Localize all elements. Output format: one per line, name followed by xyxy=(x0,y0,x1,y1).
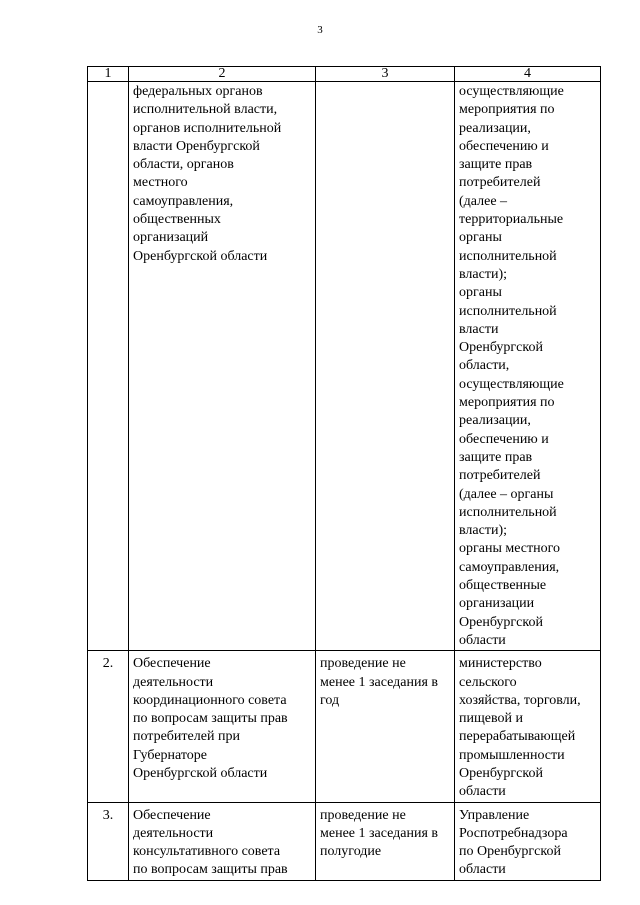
cell-text-line: области xyxy=(459,862,506,878)
executor-cell xyxy=(455,802,601,880)
cell-text-line: органов исполнительной xyxy=(133,120,282,136)
cell-text-line: области, органов xyxy=(133,157,234,173)
cell-text-line: реализации, xyxy=(459,413,531,429)
measure-cell xyxy=(129,651,316,802)
cell-text-line: сельского xyxy=(459,674,517,690)
cell-text-line: осуществляющие xyxy=(459,376,564,392)
cell-text-line: потребителей xyxy=(459,468,541,484)
cell-text-line: общественные xyxy=(459,578,547,594)
cell-text-line: исполнительной xyxy=(459,303,557,319)
cell-text-line: потребителей xyxy=(459,175,541,191)
cell-text-line: власти); xyxy=(459,266,508,282)
period-cell xyxy=(316,82,455,651)
cell-text-line: исполнительной xyxy=(459,248,557,264)
cell-text-line: министерство xyxy=(459,656,542,672)
cell-text-line: исполнительной власти, xyxy=(133,102,278,118)
cell-text-line: Обеспечение xyxy=(133,656,211,672)
cell-text-line: реализации, xyxy=(459,120,531,136)
measure-cell xyxy=(129,802,316,880)
cell-text-line: области xyxy=(459,632,506,648)
period-cell xyxy=(316,802,455,880)
cell-text-line: пищевой и xyxy=(459,711,523,727)
measures-table xyxy=(87,66,601,881)
cell-text-line: хозяйства, торговли, xyxy=(459,692,581,708)
cell-text-line: территориальные xyxy=(459,212,564,228)
cell-text-line: организаций xyxy=(133,230,209,246)
cell-text-line: Оренбургской области xyxy=(133,765,268,781)
header-cell-4: 4 xyxy=(455,67,601,82)
cell-text-line: консультативного совета xyxy=(133,844,281,860)
header-cell-1: 1 xyxy=(88,67,129,82)
cell-text-line: защите прав xyxy=(459,157,533,173)
table-row xyxy=(88,802,601,880)
cell-text-line: Роспотребнадзора xyxy=(459,825,568,841)
measure-cell xyxy=(129,82,316,651)
row-number: 2. xyxy=(88,651,129,802)
cell-text-line: Оренбургской xyxy=(459,340,543,356)
row-number xyxy=(88,82,129,651)
cell-text-line: проведение не xyxy=(320,656,406,672)
page-number: 3 xyxy=(317,24,323,36)
row-number: 3. xyxy=(88,802,129,880)
cell-text-line: деятельности xyxy=(133,825,214,841)
cell-text-line: органы xyxy=(459,230,502,246)
cell-text-line: перерабатывающей xyxy=(459,729,576,745)
cell-text-line: органы xyxy=(459,285,502,301)
cell-text-line: самоуправления, xyxy=(459,559,560,575)
cell-text-line: власти xyxy=(459,321,499,337)
cell-text-line: (далее – органы xyxy=(459,486,554,502)
cell-text-line: мероприятия по xyxy=(459,102,555,118)
cell-text-line: потребителей при xyxy=(133,729,240,745)
cell-text-line: Губернаторе xyxy=(133,747,208,763)
cell-text-line: год xyxy=(320,692,340,708)
cell-text-line: по Оренбургской xyxy=(459,844,561,860)
cell-text-line: промышленности xyxy=(459,747,565,763)
cell-text-line: по вопросам защиты прав xyxy=(133,862,288,878)
cell-text-line: Оренбургской области xyxy=(133,248,268,264)
cell-text-line: (далее – xyxy=(459,193,508,209)
cell-text-line: исполнительной xyxy=(459,504,557,520)
cell-text-line: органы местного xyxy=(459,541,560,557)
cell-text-line: проведение не xyxy=(320,807,406,823)
cell-text-line: власти); xyxy=(459,523,508,539)
table-row xyxy=(88,82,601,651)
cell-text-line: защите прав xyxy=(459,449,533,465)
header-cell-2: 2 xyxy=(129,67,316,82)
cell-text-line: Оренбургской xyxy=(459,765,543,781)
header-cell-3: 3 xyxy=(316,67,455,82)
cell-text-line: менее 1 заседания в xyxy=(320,825,439,841)
cell-text-line: области, xyxy=(459,358,510,374)
cell-text-line: мероприятия по xyxy=(459,395,555,411)
period-cell xyxy=(316,651,455,802)
cell-text-line: области xyxy=(459,784,506,800)
cell-text-line: менее 1 заседания в xyxy=(320,674,439,690)
executor-cell xyxy=(455,651,601,802)
cell-text-line: Управление xyxy=(459,807,530,823)
cell-text-line: координационного совета xyxy=(133,692,287,708)
cell-text-line: организации xyxy=(459,596,535,612)
table-header-row xyxy=(88,67,601,82)
cell-text-line: самоуправления, xyxy=(133,193,234,209)
cell-text-line: Обеспечение xyxy=(133,807,211,823)
cell-text-line: Оренбургской xyxy=(459,614,543,630)
cell-text-line: местного xyxy=(133,175,188,191)
cell-text-line: по вопросам защиты прав xyxy=(133,711,288,727)
cell-text-line: власти Оренбургской xyxy=(133,138,260,154)
cell-text-line: общественных xyxy=(133,212,221,228)
table-row xyxy=(88,651,601,802)
cell-text-line: деятельности xyxy=(133,674,214,690)
cell-text-line: полугодие xyxy=(320,844,382,860)
cell-text-line: осуществляющие xyxy=(459,84,564,99)
cell-text-line: обеспечению и xyxy=(459,431,549,447)
cell-text-line: федеральных органов xyxy=(133,84,263,99)
executor-cell xyxy=(455,82,601,651)
cell-text-line: обеспечению и xyxy=(459,138,549,154)
